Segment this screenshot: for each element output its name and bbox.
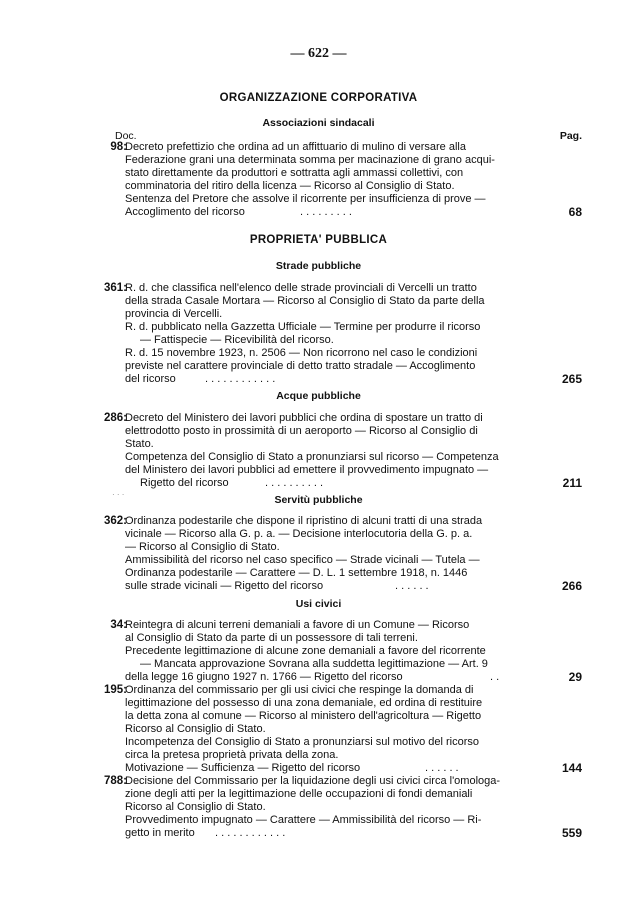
- entry-195-number: 195:: [103, 684, 127, 696]
- entry-788-page: 559: [561, 826, 582, 840]
- entry-98-line: Decreto prefettizio che ordina ad un affittuario di mulino di versare alla: [125, 141, 466, 153]
- entry-34-line: al Consiglio di Stato da parte di un possessore di tali terreni.: [125, 632, 418, 644]
- entry-286-page: 211: [562, 476, 582, 490]
- entry-788-line: Ricorso al Consiglio di Stato.: [125, 801, 266, 813]
- entry-361-line: R. d. pubblicato nella Gazzetta Ufficiale — Termine per produrre il ricorso: [125, 321, 481, 333]
- entry-361-line: R. d. che classifica nell'elenco delle strade provinciali di Vercelli un tratto: [125, 282, 477, 294]
- entry-788-line: zione degli atti per la legittimazione delle occupazioni di fondi demaniali: [125, 788, 473, 800]
- entry-195-line: Motivazione — Sufficienza — Rigetto del ricorso: [125, 762, 361, 774]
- entry-98-page: 68: [568, 205, 582, 219]
- entry-34-line: della legge 16 giugno 1927 n. 1766 — Rigetto del ricorso: [125, 671, 403, 683]
- entry-361-line: previste nel carattere provinciale di detto tratto stradale — Accoglimento: [125, 360, 476, 372]
- entry-361-line: provincia di Vercelli.: [125, 308, 223, 320]
- page-number: — 622 —: [290, 46, 347, 61]
- entry-195-line: Ordinanza del commissario per gli usi civici che respinge la domanda di: [125, 684, 474, 696]
- subheading-strade: Strade pubbliche: [275, 260, 362, 272]
- entry-788-number: 788:: [103, 775, 127, 787]
- entry-195-leader-dots: . . . . . .: [425, 762, 459, 774]
- entry-361-line: del ricorso: [125, 373, 176, 385]
- entry-98-line: stato direttamente da produttori e sottratta agli ammassi collettivi, con: [125, 167, 464, 179]
- subheading-associazioni: Associazioni sindacali: [262, 117, 375, 129]
- entry-98-leader-dots: . . . . . . . . .: [300, 206, 352, 218]
- entry-286-line: Rigetto del ricorso: [140, 477, 229, 489]
- entry-361-number: 361:: [103, 282, 127, 294]
- entry-195-line: Ricorso al Consiglio di Stato.: [125, 723, 266, 735]
- entry-286-leader-dots: . . . . . . . . . .: [265, 477, 324, 489]
- entry-98-line: comminatoria del ritiro della licenza — Ricorso al Consiglio di Stato.: [125, 180, 455, 192]
- entry-362-line: Ammissibilità del ricorso nel caso specifico — Strade vicinali — Tutela —: [125, 554, 480, 566]
- entry-98-line: Accoglimento del ricorso: [125, 206, 245, 218]
- entry-361-line: R. d. 15 novembre 1923, n. 2506 — Non ricorrono nel caso le condizioni: [125, 347, 478, 359]
- entry-788-leader-dots: . . . . . . . . . . . .: [215, 827, 286, 839]
- entry-362-line: vicinale — Ricorso alla G. p. a. — Decisione interlocutoria della G. p. a.: [125, 528, 473, 540]
- entry-362-leader-dots: . . . . . .: [395, 580, 429, 592]
- entry-362-number: 362:: [103, 515, 127, 527]
- entry-788-line: Decisione del Commissario per la liquidazione degli usi civici circa l'omologa-: [125, 775, 501, 787]
- entry-195-line: la detta zona al comune — Ricorso al ministero dell'agricoltura — Rigetto: [125, 710, 482, 722]
- scan-speckle: · · ·: [112, 490, 125, 499]
- entry-362-line: sulle strade vicinali — Rigetto del ricorso: [125, 580, 324, 592]
- entry-34-line: Precedente legittimazione di alcune zone demaniali a favore del ricorrente: [125, 645, 486, 657]
- column-label-doc: Doc.: [115, 130, 137, 142]
- entry-361-leader-dots: . . . . . . . . . . . .: [205, 373, 276, 385]
- entry-195-line: legittimazione del possesso di una zona demaniale, ed ordina di restituire: [125, 697, 483, 709]
- entry-362-line: — Ricorso al Consiglio di Stato.: [125, 541, 280, 553]
- entry-195-page: 144: [561, 761, 582, 775]
- entry-286-line: del Ministero dei lavori pubblici ad emettere il provvedimento impugnato —: [125, 464, 489, 476]
- entry-788-line: getto in merito: [125, 827, 195, 839]
- column-label-pag: Pag.: [559, 130, 582, 142]
- section-heading-proprieta: PROPRIETA' PUBBLICA: [249, 234, 388, 246]
- entry-195-line: Incompetenza del Consiglio di Stato a pronunziarsi sul motivo del ricorso: [125, 736, 480, 748]
- entry-98-line: Federazione grani una determinata somma per macinazione di grano acqui-: [125, 154, 495, 166]
- entry-286-line: elettrodotto posto in prossimità di un aeroporto — Ricorso al Consiglio di: [125, 425, 478, 437]
- entry-362-page: 266: [561, 579, 582, 593]
- entry-788-line: Provvedimento impugnato — Carattere — Ammissibilità del ricorso — Ri-: [125, 814, 482, 826]
- entry-286-line: Competenza del Consiglio di Stato a pronunziarsi sul ricorso — Competenza: [125, 451, 499, 463]
- entry-34-number: 34:: [110, 619, 127, 631]
- entry-361-page: 265: [561, 372, 582, 386]
- entry-286-line: Stato.: [125, 438, 154, 450]
- entry-362-line: Ordinanza podestarile che dispone il ripristino di alcuni tratti di una strada: [125, 515, 483, 527]
- subheading-acque: Acque pubbliche: [276, 390, 361, 402]
- entry-286-number: 286:: [103, 412, 127, 424]
- entry-34-line: Reintegra di alcuni terreni demaniali a favore di un Comune — Ricorso: [125, 619, 470, 631]
- entry-98-number: 98:: [110, 141, 127, 153]
- entry-34-line: — Mancata approvazione Sovrana alla suddetta legittimazione — Art. 9: [140, 658, 488, 670]
- entry-34-page: 29: [568, 670, 582, 684]
- entry-286-line: Decreto del Ministero dei lavori pubblici che ordina di spostare un tratto di: [125, 412, 483, 424]
- entry-361-line: — Fattispecie — Ricevibilità del ricorso.: [140, 334, 334, 346]
- entry-98-line: Sentenza del Pretore che assolve il ricorrente per insufficienza di prove —: [125, 193, 486, 205]
- section-heading-organizzazione: ORGANIZZAZIONE CORPORATIVA: [219, 92, 418, 104]
- entry-361-line: della strada Casale Mortara — Ricorso al Consiglio di Stato da parte della: [125, 295, 485, 307]
- subheading-servitu: Servitù pubbliche: [274, 494, 363, 506]
- entry-362-line: Ordinanza podestarile — Carattere — D. L. 1 settembre 1918, n. 1446: [125, 567, 468, 579]
- entry-34-leader-dots: . .: [490, 671, 500, 683]
- subheading-usi-civici: Usi civici: [295, 598, 342, 610]
- entry-195-line: circa la pretesa proprietà privata della zona.: [125, 749, 339, 761]
